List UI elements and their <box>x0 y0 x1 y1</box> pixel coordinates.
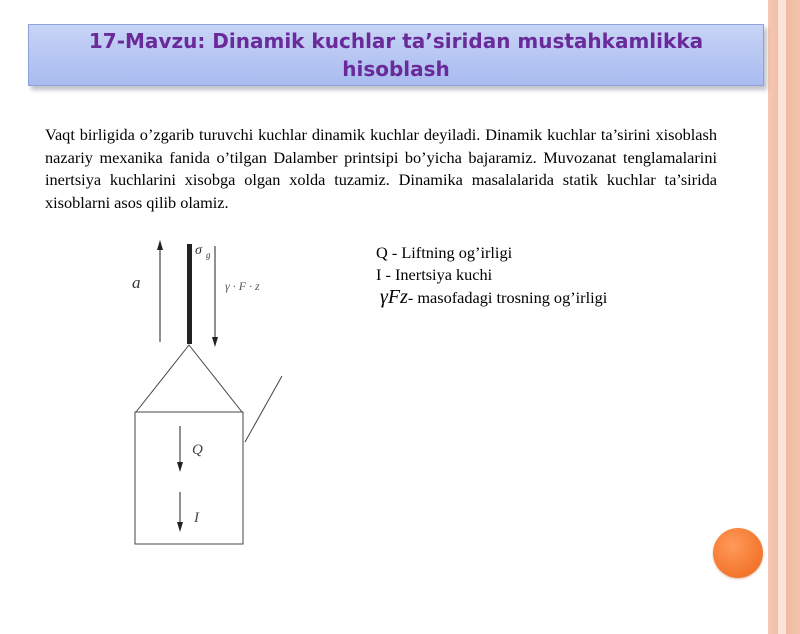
cabin-hanger <box>136 345 242 412</box>
legend-rope-weight <box>376 286 756 309</box>
body-paragraph: Vaqt birligida o’zgarib turuvchi kuchlar dinamik kuchlar deyiladi. Dinamik kuchlar ta’sirini xisoblash nazariy mexanika fanida o’tilgan Dalamber printsipi bo’yicha bajaramiz. Muvozanat tenglamalarini inertsiya kuchlarini xisobga olgan xolda tuzamiz. Dinamika masalalarida statik kuchlar ta’sirida xisoblarni asos qilib olamiz. <box>45 125 717 212</box>
acceleration-arrowhead <box>157 240 163 250</box>
rope-weight-arrowhead <box>212 337 218 347</box>
rope-weight-label: γ · F · z <box>225 279 260 293</box>
slide-left-edge <box>0 0 5 634</box>
slide-title: 17-Mavzu: Dinamik kuchlar ta’siridan mustahkamlikka hisoblash <box>88 29 704 81</box>
decorative-orange-circle <box>713 528 763 578</box>
inertia-arrowhead <box>177 522 183 532</box>
inertia-label: I <box>194 510 199 526</box>
pointer-line <box>245 376 282 442</box>
stress-label-subscript: g <box>206 250 211 260</box>
weight-label: Q <box>192 442 203 458</box>
legend-weight: Q - Liftning og’irligi <box>376 243 513 262</box>
title-banner <box>28 24 764 86</box>
legend-inertia: I - Inertsiya kuchi <box>376 265 493 284</box>
stress-label: σ <box>195 243 202 258</box>
cabin-box <box>135 412 243 544</box>
legend-rope-weight-text: - masofadagi trosning og’irligi <box>407 288 608 307</box>
weight-arrowhead <box>177 462 183 472</box>
rope-weight-symbol: γFz <box>380 286 408 308</box>
legend <box>376 242 756 309</box>
lift-diagram <box>120 230 300 550</box>
rope <box>187 244 192 344</box>
decorative-side-stripe-highlight <box>778 0 786 634</box>
acceleration-label: a <box>132 273 141 292</box>
